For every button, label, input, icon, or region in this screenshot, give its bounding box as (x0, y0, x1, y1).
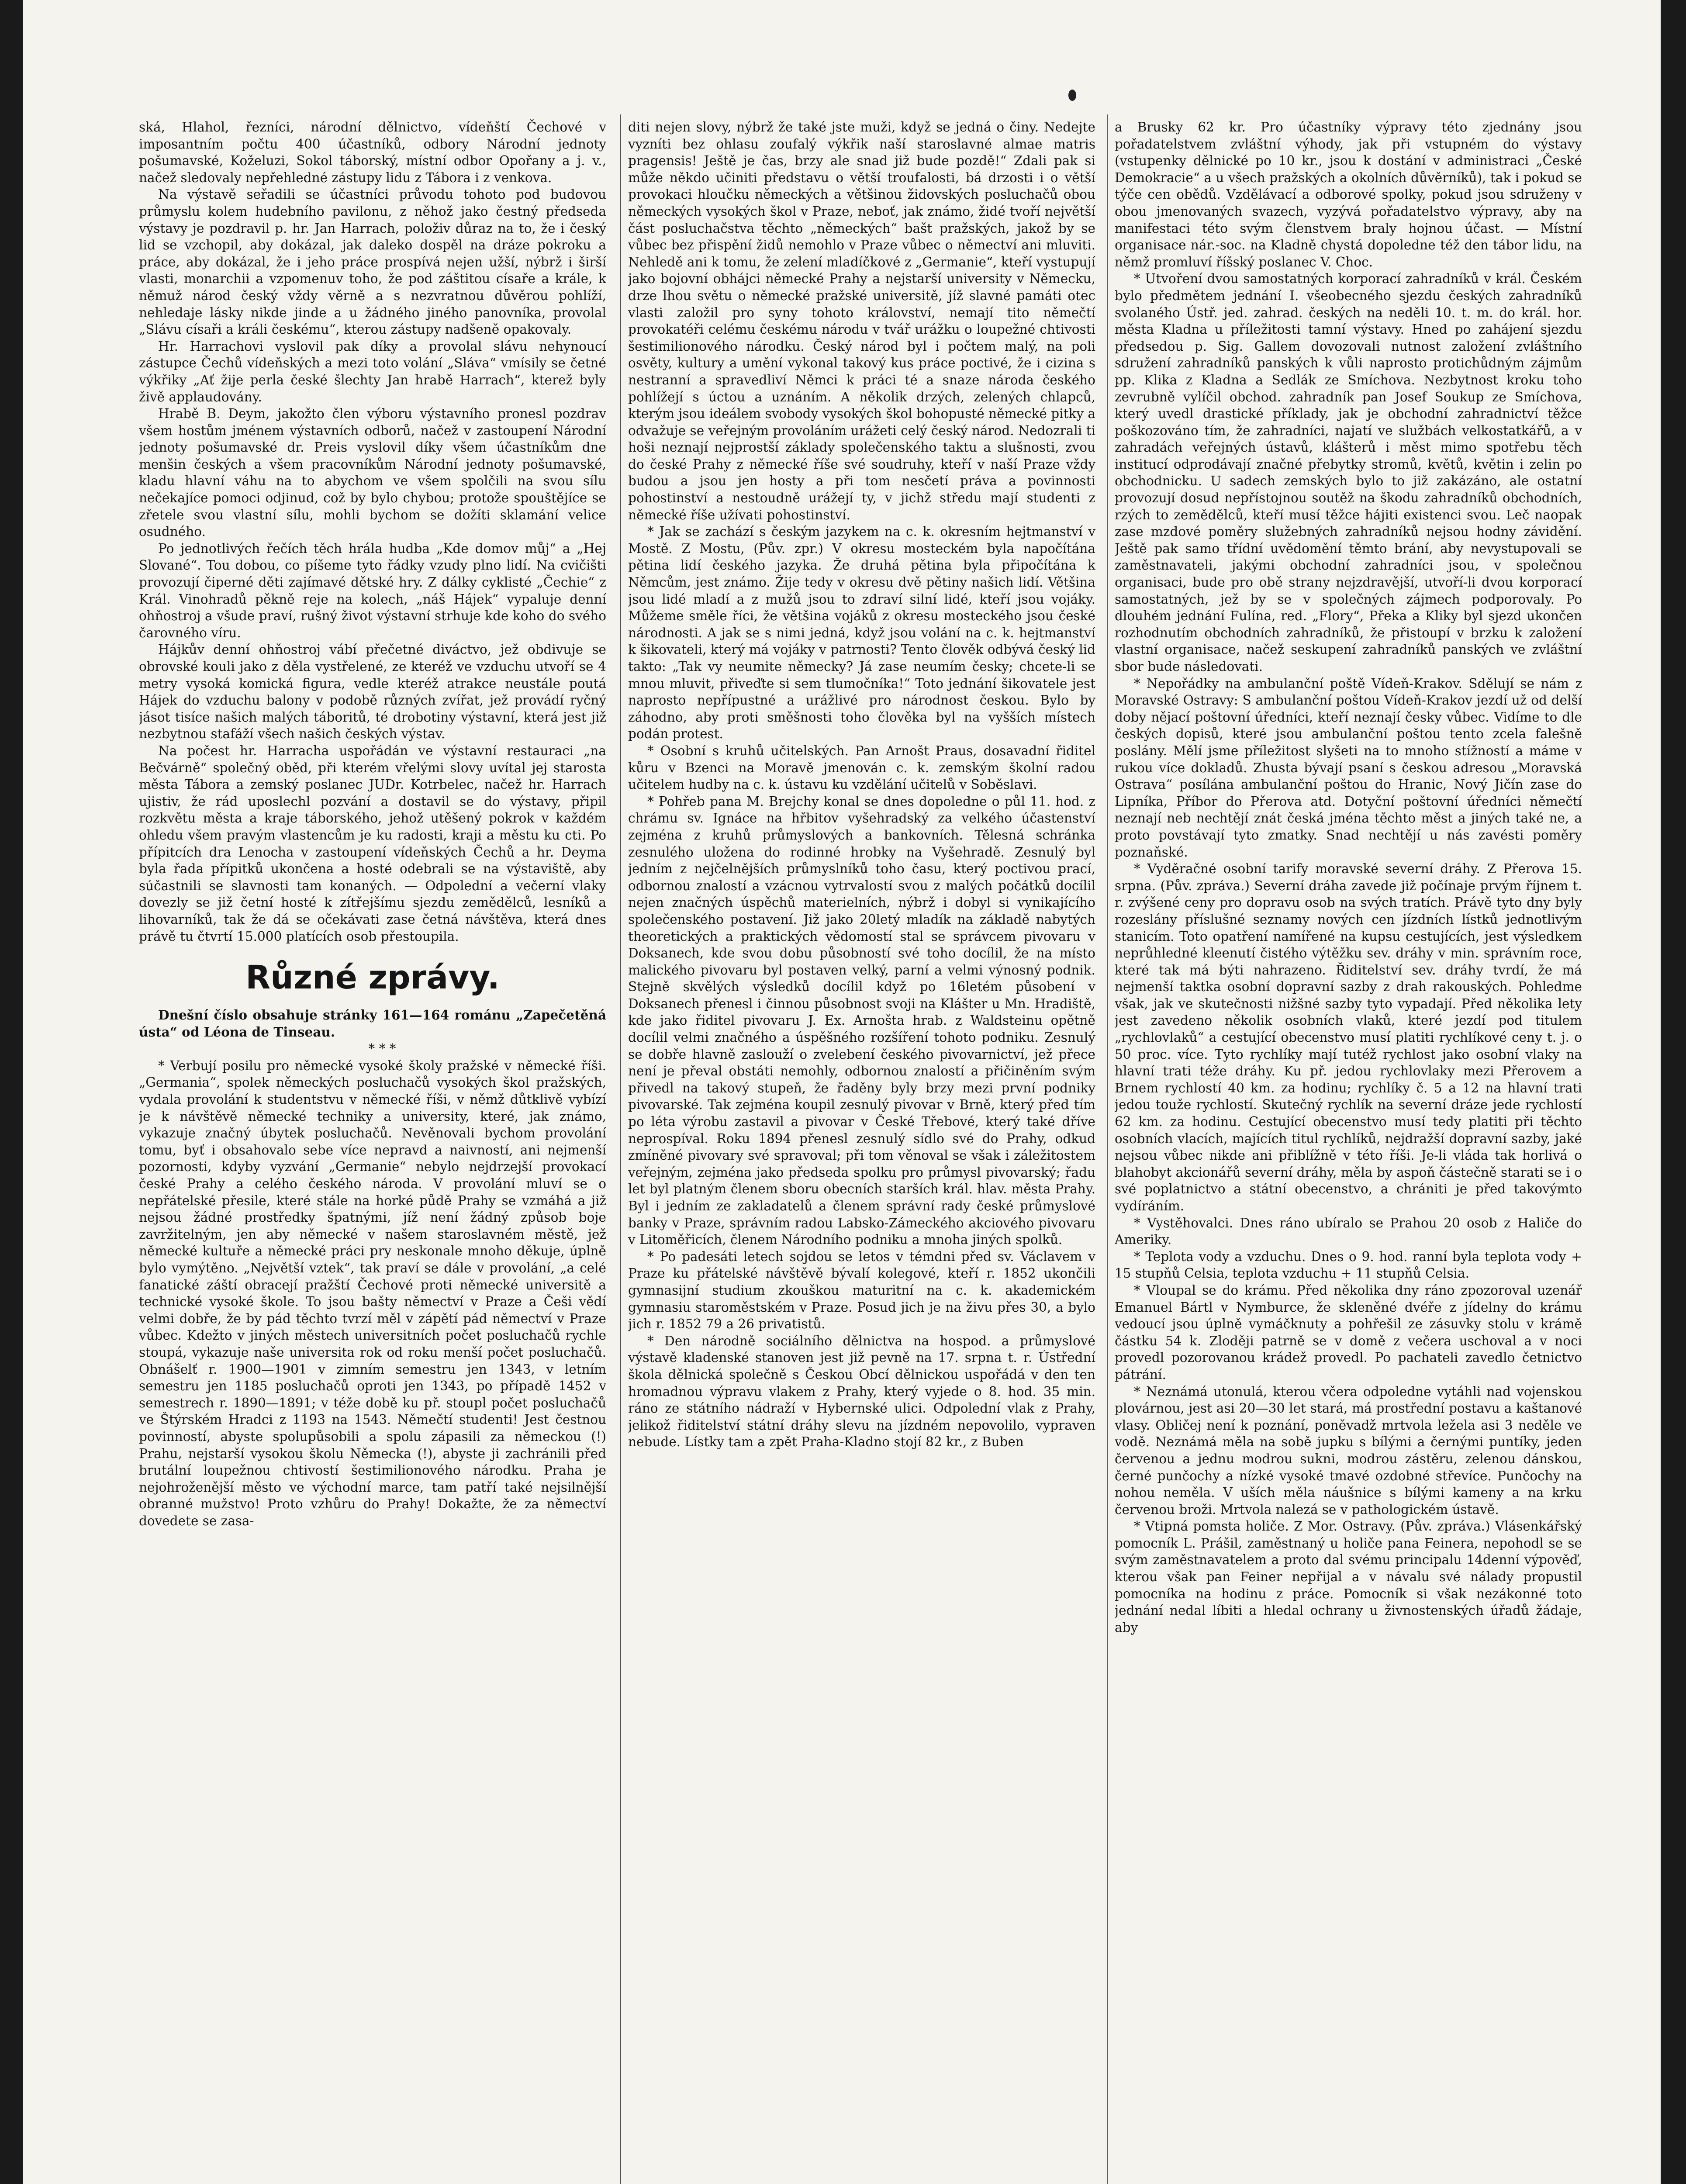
column-middle (628, 119, 1095, 2184)
news-item: * Vystěhovalci. Dnes ráno ubíralo se Prahou 20 osob z Haliče do Ameriky. (1115, 1215, 1582, 1248)
separator-stars: * * * (368, 1041, 396, 1057)
serial-notice: Dnešní číslo obsahuje stránky 161—164 románu „Zapečetěná ústa“ od Léona de Tinseau. (139, 1007, 606, 1040)
news-item: * Verbují posilu pro německé vysoké školy pražské v německé říši. „Germania“, spolek německých posluchačů vysokých škol pražských, vydala provolání k studentstvu v německé říši, v němž důtklivě vybízí je k návštěvě německé techniky a university, které, jak známo, vykazuje značný úbytek posluchačů. Nevěnovali bychom provolání tomu, byť i obsahovalo sebe více nepravd a naivností, ani nejmenší pozornosti, kdyby vyzvání „Germanie“ nebylo nejdrzejší provokací české Prahy a celého českého národa. V provolání mluví se o nepřátelské přesile, které stále na horké půdě Prahy se vzmáhá a již nejsou žádné prostředky špatnými, jíž není žádný způsob boje zavržitelným, jen aby německé v našem staroslavném městě, jež německé kultuře a německé práci pry neskonale mnoho děkuje, úplně bylo vymýtěno. „Největší vztek“, tak praví se dále v provolání, „a celé fanatické záští obracejí pražští Čechové proti německé universitě a technické vysoké škole. To jsou bašty němectví v Praze a Češi vědí velmi dobře, že by pád těchto tvrzí měl v zápětí pád němectví v Praze vůbec. Kdežto v jiných městech universitních počet posluchačů rychle stoupá, vykazuje naše universita rok od roku menší počet posluchačů. Obnášelť r. 1900—1901 v zimním semestru jen 1343, v letním semestru jen 1185 posluchačů oproti jen 1343, po případě 1452 v semestrech r. 1890—1891; v téže době ku př. stoupl počet posluchačů ve Štýrském Hradci z 1193 na 1543. Němečtí studenti! Jest čestnou povinností, abyste spolupůsobili a spolu zápasili za německou (!) Prahu, nejstarší vysokou školu Německa (!), abyste ji zachránili před brutální loupežnou chtivostí šestimilionového národku. Praha je nejohroženější město ve východní marce, tam patří také nejsilnější obranné mužstvo! Proto vzhůru do Prahy! Dokažte, že za němectví dovedete se zasa- (139, 1058, 606, 1528)
news-item: a Brusky 62 kr. Pro účastníky výpravy této zjednány jsou pořadatelstvem zvláštní výhody, jak při vstupném do výstavy (vstupenky dělnické po 10 kr., jsou k dostání v administraci „České Demokracie“ a u všech pražských a okolních důvěrníků), tak i pokud se týče cen obědů. Vzdělávací a odborové spolky, pokud jsou sdruženy v obou jmenovaných svazech, vyzývá pořadatelstvo výpravy, aby na manifestaci této svým členstvem braly hojnou účast. — Místní organisace nár.-soc. na Kladně chystá dopoledne též den tábor lidu, na němž promluví říšský poslanec V. Choc. (1115, 120, 1582, 270)
news-item: * Vtipná pomsta holiče. Z Mor. Ostravy. (Pův. zpráva.) Vlásenkářský pomocník L. Prášil, zaměstnaný u holiče pana Feinera, nepohodl se se svým zaměstnavatelem a proto dal svému principalu 14denní výpověď, kterou však pan Feiner nepřijal a v návalu své nálady propustil pomocníka na hodinu z práce. Pomocník si však nezákonné toto jednání nedal líbiti a hledal ochrany u živnostenských úřadů žádaje, aby (1115, 1519, 1582, 1635)
article-paragraph: Po jednotlivých řečích těch hrála hudba „Kde domov můj“ a „Hej Slované“. Tou dobou, co píšeme tyto řádky vzudy plno lidí. Na cvičišti provozují čiperné děti zajímavé dětské hry. Z dálky cyklisté „Čechie“ z Král. Vinohradů pěkně reje na kolech, „náš Hájek“ vypaluje denní ohňostroj a všude praví, rušný život výstavní strhuje kde koho do svého čarovného víru. (139, 541, 606, 640)
news-item: * Vloupal se do krámu. Před několika dny ráno zpozoroval uzenář Emanuel Bártl v Nymburce, že skleněné dvéře z jídelny do krámu vedoucí jsou úplně vymáčknuty a pohřešil ze zásuvky stolu v krámě částku 54 k. Zloději patrně se v domě z večera uschoval a v noci provedl pozorovanou krádež provedl. Po pachateli zavedlo četnictvo pátrání. (1115, 1282, 1582, 1382)
article-paragraph: Na počest hr. Harracha uspořádán ve výstavní restauraci „na Bečvárně“ společný oběd, při kterém vřelými slovy uvítal jej starosta města Tábora a zemský poslanec JUDr. Kotrbelec, načež hr. Harrach ujistiv, že rád uposlechl pozvání a dostavil se do výstavy, připil rozkvětu města a kraje táborského, jehož utěšený pokrok v každém ohledu všem pravým vlastencům je ku radosti, kraji a městu ku cti. Po přípitcích dra Lenocha v zastoupení vídeňských Čechů a hr. Deyma byla řada přípitků ukončena a hosté odebrali se na výstaviště, aby súčastnili se slavnosti tam konaných. — Odpolední a večerní vlaky dovezly se již četní hosté k zítřejšímu sjezdu zemědělců, lesníků a lihovarníků, tak že dá se očekávati zase četná návštěva, která dnes právě tu čtvrtí 15.000 platících osob přestoupila. (139, 743, 606, 944)
column-left (139, 119, 606, 2184)
news-item: * Teplota vody a vzduchu. Dnes o 9. hod. ranní byla teplota vody + 15 stupňů Celsia, teplota vzduchu + 11 stupňů Celsia. (1115, 1249, 1582, 1281)
scan-edge-left (0, 0, 23, 2184)
news-item: * Osobní s kruhů učitelských. Pan Arnošt Praus, dosavadní řiditel kůru v Bzenci na Moravě jmenován c. k. zemským školní radou učitelem hudby na c. k. ústavu ku vzdělání učitelů v Soběslavi. (628, 743, 1095, 792)
article-paragraph: Hájkův denní ohňostroj vábí přečetné diváctvo, jež obdivuje se obrovské kouli jako z děla vystřelené, ze kteréž ve vzduchu utvoří se 4 metry vysoká komická figura, vedle kteréž atrakce neustále poutá Hájek do vzduchu balony v podobě různých zvířat, jež provádí ryčný jásot tisíce našich malých táboritů, té drobotiny výstavní, která jest již nezbytnou stafáží všech našich českých výstav. (139, 642, 606, 742)
news-item: * Jak se zachází s českým jazykem na c. k. okresním hejtmanství v Mostě. Z Mostu, (Pův. zpr.) V okresu mosteckém byla napočítána pětina lidí českého jazyka. Že druhá pětina byla připočítána k Němcům, jest známo. Žije tedy v okresu dvě pětiny našich lidí. Většina jsou lidé mladí a z mužů jsou to zdraví silní lidé, kteří jsou vojáky. Můžeme směle říci, že většina vojáků z okresu mosteckého jsou české národnosti. A jak se s nimi jedná, když jsou volání na c. k. hejtmanství k šikovateli, který má vojáky v patrnosti? Tento člověk odbývá český lid takto: „Tak vy neumite německy? Já zase neumím česky; chcete-li se mnou mluvit, přiveďte si sem tlumočníka!“ Toto jednání šikovatele jest naprosto nepřípustné a urážlivé pro národnost českou. Bylo by záhodno, aby proti směšnosti toho člověka byl na vyšších místech podán protest. (628, 524, 1095, 742)
scan-edge-right (1661, 0, 1686, 2184)
article-paragraph: Hrabě B. Deym, jakožto člen výboru výstavního pronesl pozdrav všem hostům jménem výstavních odborů, načež v zastoupení Národní jednoty pošumavské dr. Preis vyslovil díky všem účastníkům dne menšin českých a všem pracovníkům Národní jednoty pošumavské, kladu hlavní váhu na to abychom ve všem spolčili na svou sílu nečekajíce pomoci odjinud, což by bylo chybou; protože spouštějíce se zřetele svou vlastní sílu, mohli bychom se dožíti sklamání velice osudného. (139, 406, 606, 539)
article-paragraph: Hr. Harrachovi vyslovil pak díky a provolal slávu nehynoucí zástupce Čechů vídeňských a mezi toto volání „Sláva“ vmísily se četné výkřiky „Ať žije perla české šlechty Jan hrabě Harrach“, kterež byly živě applaudovány. (139, 339, 606, 404)
section-heading: Různé zprávy. (245, 959, 500, 997)
news-item: * Nepořádky na ambulanční poště Vídeň-Krakov. Sdělují se nám z Moravské Ostravy: S ambulanční poštou Vídeň-Krakov jezdí už od delší doby nějací poštovní úředníci, kteří neznají česky vůbec. Vidíme to dle českých dopisů, které jsou ambulanční poštou tento zcela falešně poslány. Mělí jsme příležitost slyšeti na to mnoho stížností a máme v rukou více dokladů. Zhusta bývají psaní s českou adresou „Moravská Ostrava“ posílána ambulanční poštou do Hranic, Nový Jičín zase do Lipníka, Příbor do Přerova atd. Dotyční poštovní úředníci němečtí neznají neb nechtějí znát česká jména těchto měst a jiných také ne, a proto povstávají tyto zmatky. Snad nechtějí u nás zavésti poměry poznaňské. (1115, 676, 1582, 860)
column-right (1115, 119, 1582, 2184)
page-mark (1068, 90, 1076, 101)
news-item: * Po padesáti letech sojdou se letos v témdni před sv. Václavem v Praze ku přátelské návštěvě bývalí kolegové, kteří r. 1852 ukončili gymnasijní studium zkouškou maturitní na c. k. akademickém gymnasiu staroměstském v Praze. Posud jich je na živu přes 30, a bylo jich r. 1852 79 a 26 privatistů. (628, 1249, 1095, 1332)
news-item: * Pohřeb pana M. Brejchy konal se dnes dopoledne o půl 11. hod. z chrámu sv. Ignáce na hřbitov vyšehradský za velkého účastenství zejména z kruhů průmyslových a bankovních. Tělesná schránka zesnulého uložena do rodinné hrobky na Vyšehradě. Zesnulý byl jedním z nejčelnějších průmyslníků toho času, který poctivou prací, odbornou znalostí a vzácnou vytrvalostí svou z malých počátků docílil nejen značných úspěchů materielních, nýbrž i dobyl si vynikajícího společenského postavení. Již jako 20letý mladík na základě nabytých theoretických a praktických vědomostí stal se správcem pivovaru v Doksanech, kde svou dobu působností své toho docílil, že na místo malického pivovaru byl postaven velký, parní a velmi výnosný podnik. Stejně skvělých výsledků docílil když po 16letém působení v Doksanech přenesl i činnou působnost svoji na Klášter u Mn. Hradiště, kde jako řiditel pivovaru J. Ex. Arnošta hrab. z Waldsteinu opětně docílil velmi značného a úspěšného rozšíření tohoto podniku. Zesnulý se dobře hlavně zaslouží o zvelebení českého pivovarnictví, jež přece není je převal obstáti nemohly, odbornou znalostí a přičiněním svým přivedl na takový stupeň, že řaděny byly brzy mezi první podniky pivovarské. Tak zejména koupil zesnulý pivovar v Brně, který před tím po léta výrobu zastavil a pivovar v České Třebové, který také dříve neprospíval. Roku 1894 přenesl zesnulý sídlo své do Prahy, odkud zmíněné pivovary své spravoval; při tom věnoval se však i záležitostem veřejným, zejména jako předseda spolku pro průmysl pivovarský; řadu let byl platným členem sboru obecních starších král. hlav. města Prahy. Byl i jedním ze zakladatelů a členem správní rady české průmyslové banky v Praze, správním radou Labsko-Zámeckého akciového pivovaru v Litoměřicích, členem Národního podniku a mnoha jiných spolků. (628, 794, 1095, 1248)
column-rule (620, 114, 621, 2184)
column-rule (1107, 114, 1108, 2184)
article-paragraph: Na výstavě seřadili se účastníci průvodu tohoto pod budovou průmyslu kolem hudebního pavilonu, z něhož jako čestný předseda výstavy je pozdravil p. hr. Jan Harrach, položiv důraz na to, že i český lid se vzchopil, aby dokázal, jak daleko dospěl na dráze pokroku a práce, aby dokázal, že i jeho práce prospívá nejen užší, nýbrž i širší vlasti, monarchii a vzpomenuv toho, že pod záštitou císaře a krále, k němuž národ český vždy věrně a s nezvratnou důvěrou pohlíží, nehledaje lásky nikde jinde a u žádného jiného panovníka, provolal „Slávu císaři a králi českému“, kterou zástupy nadšeně opakovaly. (139, 187, 606, 337)
news-item: * Vyděračné osobní tarify moravské severní dráhy. Z Přerova 15. srpna. (Pův. zpráva.) Severní dráha zavede již počínaje prvým říjnem t. r. zvýšené ceny pro dopravu osob na svých tratích. Právě tyto dny byly rozeslány příslušné seznamy nových cen jízdních lístků jednotlivým stanicím. Toto opatření namířené na kupsu cestujících, jest výsledkem neprůhledné kleenutí čistého výtěžku sev. dráhy v min. správním roce, které tak má býti nahrazeno. Řiditelství sev. dráhy tvrdí, že má nejmenší taktka osobní dopravní sazby z drah rakouských. Pohledme však, jak ve skutečnosti nižšné sazby tyto vypadají. Před několika lety jest zavedeno několik osobních vlaků, které jezdí pod titulem „rychlovlaků“ a cestující obecenstvo musí platiti rychlíkové ceny t. j. o 50 proc. více. Tyto rychlíky mají tutéž rychlost jako osobní vlaky na hlavní trati téže dráhy. Ku př. jedou rychlovlaky mezi Přerovem a Brnem rychlostí 40 km. za hodinu; rychlíky č. 5 a 12 na hlavní trati jedou touže rychlostí. Skutečný rychlík na severní dráze jede rychlostí 62 km. za hodinu. Cestující obecenstvo musí tedy platiti při těchto osobních vlacích, majících titul rychlíků, nejdražší dopravní sazby, jaké nejsou vůbec nikde ani přiblížně v této říši. Je-li vláda tak horlivá o blahobyt akcionářů severní dráhy, měla by aspoň částečně starati se i o své poplatnictvo a státní obecenstvo, a chrániti je před takovýmto vydíráním. (1115, 861, 1582, 1213)
news-item: * Utvoření dvou samostatných korporací zahradníků v král. Českém bylo předmětem jednání I. všeobecného sjezdu českých zahradníků svolaného Ústř. jed. zahrad. českých na neděli 10. t. m. do král. hor. města Kladna u příležitosti tamní výstavy. Hned po zahájení sjezdu předsedou p. Sig. Gallem dovozovali nutnost založení zvláštního sdružení zahradníků panských k vůli naprosto protichůdným zájmům pp. Klika z Kladna a Sedlák ze Smíchova. Nezbytnost kroku toho zevrubně vylíčil obchod. zahradník pan Josef Soukup ze Smíchova, který uvedl drastické příklady, jak je obchodní zahradnictví těžce poškozováno tím, že zahradníci, najatí ve službách velkostatkářů, a v zahradách veřejných ústavů, klášterů i měst mimo spotřebu těch institucí odprodávají značné přebytky stromů, květů, květin i zelin po obchodnicku. U sadech zemských bylo to již zakázáno, ale ostatní provozují dosud nepřístojnou soutěž na škodu zahradníků obchodních, rzých to zemědělců, kteří musí těžce hájiti existenci svou. Leč naopak zase mzdové poměry služebných zahradníků nejsou hodny závidění. Ještě pak samo třídní uvědomění těmto brání, aby nevystupovali se zaměstnavateli, jakými obchodní zahradníci jsou, v společnou organisaci, bude pro obě strany nejzdravější, utvoří-li dvou korporací samostatných, jež by se v společných zájmech podporovaly. Po dlouhém jednání Fulína, red. „Flory“, Překa a Kliky byl sjezd ukončen rozhodnutím obchodních zahradníků, že přistoupí v brzku k založení vlastní organisace, načež seskupení zahradníků panských ve zvláštní sbor bude následovati. (1115, 271, 1582, 674)
news-item: diti nejen slovy, nýbrž že také jste muži, když se jedná o činy. Nedejte vyzníti bez ohlasu zoufalý výkřik naší staroslavné almae matris pragensis! Ještě je čas, brzy ale snad již bude pozdě!“ Zdali pak si může někdo učiniti představu o větší troufalosti, bá drzosti i o větší provokaci hloučku německých a většinou židovských posluchačů obou německých vysokých škol v Praze, neboť, jak známo, židé tvoří největší část posluchačstva těchto „německých“ bašt pražských, jakož by se vůbec bez přispění židů nemohlo v Praze vůbec o němectví ani mluviti. Nehledě ani k tomu, že zelení mladíčkové z „Germanie“, kteří vystupují jako bojovní obhájci německé Prahy a nejstarší university v Německu, drze lhou světu o německé pražské universitě, jíž slavné památi otec vlasti založil pro syny tohoto království, nemají tito němečtí provokatéři celému českému národu v tvář urážku o loupežné chtivosti šestimilionového národku. Český národ byl i počtem malý, na poli osvěty, kultury a umění vykonal takový kus práce poctivé, že i cizina s nestranní a spravedliví Němci k práci té a snaze národa českého pohlížejí s úctou a uznáním. A několik drzých, zelených chlapců, kterým jsou ideálem svobody vysokých škol bohopusté německé pitky a odvažuje se veřejným provoláním urážeti celý český národ. Nedozrali ti hoši neznají nejprostší základy společenského taktu a slušnosti, zvou do české Prahy z německé říše své soudruhy, kteří v naší Praze vždy budou a jsou jen hosty a při tom nesčetí práva a povinnosti pohostinství a nestoudně urážejí ty, v jichž středu mají studenti z německé říše užívati pohostinství. (628, 120, 1095, 522)
news-item: * Den národně sociálního dělnictva na hospod. a průmyslové výstavě kladenské stanoven jest již pevně na 17. srpna t. r. Ústřední škola dělnická společně s Českou Obcí dělnickou uspořádá v den ten hromadnou výpravu vlakem z Prahy, který vyjede o 8. hod. 35 min. ráno ze státního nádraží v Hybernské ulici. Odpolední vlak z Prahy, jelikož řiditelství státní dráhy slevu na jízdném nepovolilo, vypraven nebude. Lístky tam a zpět Praha-Kladno stojí 82 kr., z Buben (628, 1333, 1095, 1450)
news-item: * Neznámá utonulá, kterou včera odpoledne vytáhli nad vojenskou plovárnou, jest asi 20—30 let stará, má prostřední postavu a kaštanové vlasy. Obličej není k poznání, poněvadž mrtvola ležela asi 3 neděle ve vodě. Neznámá měla na sobě jupku s bílými a černými puntíky, jeden červenou a jednu modrou sukni, modrou zástěru, zelenou dánskou, černé punčochy a nízké vysoké tmavé ozdobné střevíce. Punčochy na nohou neměla. V uších měla náušnice s bílými kameny a na krku červenou broži. Mrtvola nalezá se v pathologickém ústavě. (1115, 1384, 1582, 1517)
article-paragraph: ská, Hlahol, řezníci, národní dělnictvo, vídeňští Čechové v imposantním počtu 400 účastníků, odbory Národní jednoty pošumavské, Koželuzi, Sokol táborský, místní odbor Opořany a j. v., načež sledovaly nepřehledné zástupy lidu z Tábora i z venkova. (139, 120, 606, 185)
